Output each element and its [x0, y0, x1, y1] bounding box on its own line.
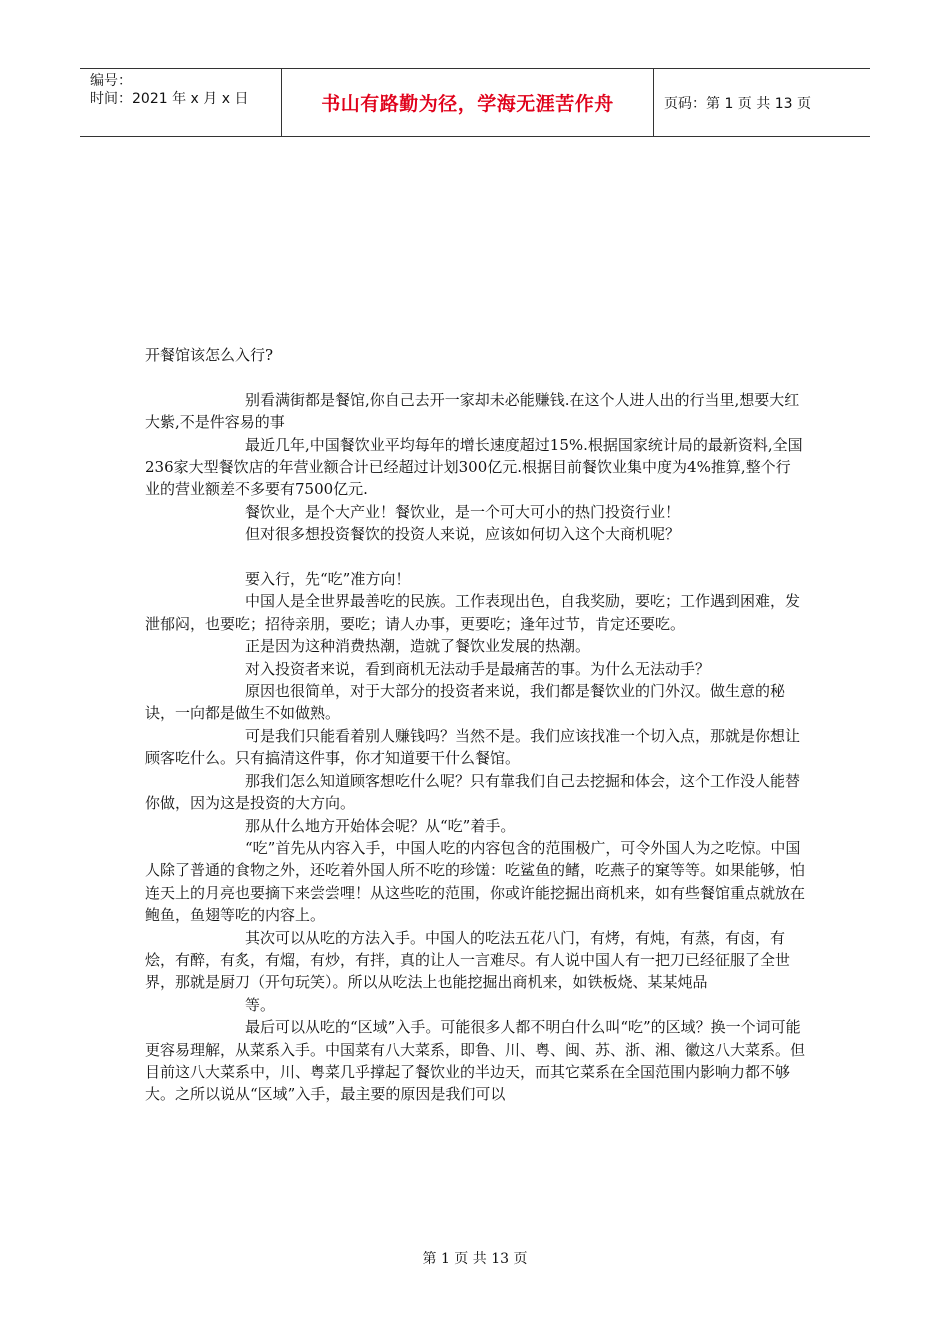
section-heading: 要入行，先“吃”准方向！	[245, 570, 411, 589]
paragraph: 但对很多想投资餐饮的投资人来说，应该如何切入这个大商机呢？	[245, 525, 681, 544]
header-info-cell	[80, 69, 282, 136]
paragraph: 最近几年,中国餐饮业平均每年的增长速度超过15%.根据国家统计局的最新资料,全国236家大型餐饮店的年营业额合计已经超过计划300亿元.根据目前餐饮业集中度为4%推算,整个行业的营业额差不多要有7500亿元.	[145, 435, 803, 499]
motto-text: 书山有路勤为径，学海无涯苦作舟	[321, 93, 614, 115]
paragraph: “吃”首先从内容入手，中国人吃的内容包含的范围极广，可令外国人为之吃惊。中国人除了普通的食物之外，还吃着外国人所不吃的珍馐：吃鲨鱼的鳍，吃燕子的窠等等。如果能够，怕连天上的月亮也要摘下来尝尝哩！从这些吃的范围，你或许能挖掘出商机来，如有些餐馆重点就放在鲍鱼，鱼翅等吃的内容上。	[145, 838, 806, 925]
paragraph: 原因也很简单，对于大部分的投资者来说，我们都是餐饮业的门外汉。做生意的秘诀，一向都是做生不如做熟。	[145, 682, 786, 723]
article-title: 开餐馆该怎么入行?	[145, 346, 274, 364]
paragraph: 别看满街都是餐馆,你自己去开一家却未必能赚钱.在这个人进人出的行当里,想要大红大紫,不是件容易的事	[145, 390, 800, 432]
paragraph: 中国人是全世界最善吃的民族。工作表现出色，自我奖励，要吃；工作遇到困难，发泄郁闷，也要吃；招待亲朋，要吃；请人办事，更要吃；逢年过节，肯定还要吃。	[145, 592, 801, 633]
paragraph: 最后可以从吃的“区域”入手。可能很多人都不明白什么叫“吃”的区域？换一个词可能更容易理解，从菜系入手。中国菜有八大菜系，即鲁、川、粤、闽、苏、浙、湘、徽这八大菜系。但目前这八大菜系中，川、粤菜几乎撑起了餐饮业的半边天，而其它菜系在全国范围内影响力都不够大。之所以说从“区域”入手，最主要的原因是我们可以	[145, 1018, 806, 1104]
number-label: 编号：	[90, 73, 132, 89]
paragraph: 那从什么地方开始体会呢？从“吃”着手。	[245, 816, 516, 835]
paragraph: 其次可以从吃的方法入手。中国人的吃法五花八门，有烤，有炖，有蒸，有卤，有烩，有醉，有炙，有熘，有炒，有拌，真的让人一言难尽。有人说中国人有一把刀已经征服了全世界，那就是厨刀（开句玩笑）。所以从吃法上也能挖掘出商机来，如铁板烧、某某炖品	[145, 928, 791, 992]
paragraph: 餐饮业，是个大产业！餐饮业，是一个可大可小的热门投资行业！	[245, 502, 681, 521]
document-header	[80, 68, 870, 137]
paragraph: 那我们怎么知道顾客想吃什么呢？只有靠我们自己去挖掘和体会，这个工作没人能替你做，因为这是投资的大方向。	[145, 771, 801, 813]
page-footer	[0, 1248, 950, 1268]
header-motto-cell	[282, 69, 654, 136]
page-number-label: 页码：第 1 页 共 13 页	[664, 95, 811, 112]
paragraph: 等。	[245, 995, 276, 1014]
footer-page-number: 第 1 页 共 13 页	[422, 1251, 528, 1267]
article-body	[145, 344, 805, 1106]
date-label: 时间：2021 年 x 月 x 日	[90, 91, 249, 107]
paragraph: 对入投资者来说，看到商机无法动手是最痛苦的事。为什么无法动手？	[245, 659, 711, 678]
paragraph: 可是我们只能看着别人赚钱吗？当然不是。我们应该找准一个切入点，那就是你想让顾客吃什么。只有搞清这件事，你才知道要干什么餐馆。	[145, 726, 801, 768]
header-page-cell	[654, 69, 870, 136]
paragraph: 正是因为这种消费热潮，造就了餐饮业发展的热潮。	[245, 637, 591, 656]
